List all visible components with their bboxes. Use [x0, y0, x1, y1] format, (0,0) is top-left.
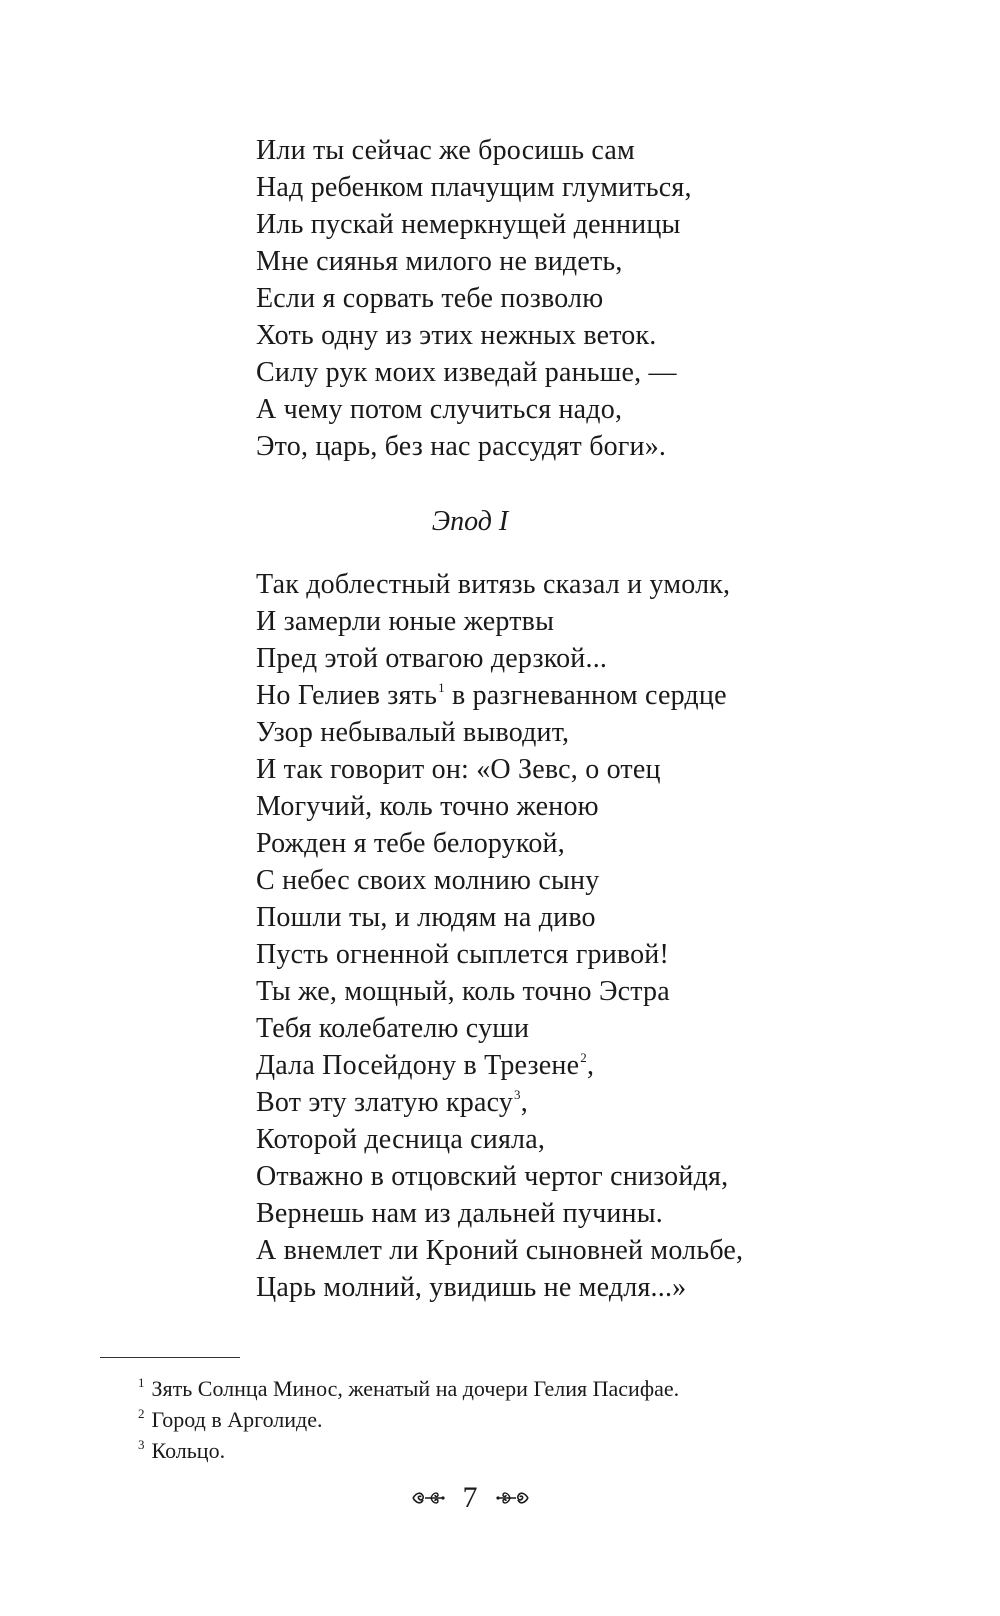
verse-text: , [520, 1087, 528, 1118]
verse-line: Ты же, мощный, коль точно Эстра [256, 976, 670, 1007]
verse-line [256, 1047, 896, 1084]
verse-line: Силу рук моих изведай раньше, — [256, 357, 677, 388]
verse-line: Узор небывалый выводит, [256, 717, 570, 748]
verse-line: Которой десница сияла, [256, 1124, 546, 1155]
verse-line: Это, царь, без нас рассудят боги». [256, 431, 667, 462]
verse-line: Пусть огненной сыплется гривой! [256, 939, 670, 970]
stanza-2 [256, 566, 896, 1306]
verse-text: , [586, 1050, 595, 1081]
page-folio [0, 1478, 940, 1518]
stanza-1 [256, 132, 896, 465]
verse-line: Рожден я тебе белорукой, [256, 828, 565, 859]
footnote: 1 Зять Солнца Минос, женатый на дочери Гелия Пасифае. [138, 1375, 680, 1401]
verse-line: Царь молний, увидишь не медля...» [256, 1272, 687, 1303]
footnote-text: Город в Арголиде. [151, 1407, 323, 1432]
verse-line: Над ребенком плачущим глумиться, [256, 172, 692, 203]
footnote-reference[interactable]: 2 [580, 1050, 587, 1065]
footnotes [138, 1373, 958, 1466]
section-heading: Эпод I [431, 506, 509, 537]
verse-line: И так говорит он: «О Зевс, о отец [256, 754, 661, 785]
verse-line: Пошли ты, и людям на диво [256, 902, 596, 933]
verse-line: С небес своих молнию сыну [256, 865, 600, 896]
verse-line: Отважно в отцовский чертог снизойдя, [256, 1161, 729, 1192]
verse-line: Тебя колебателю суши [256, 1013, 530, 1044]
verse-line [256, 677, 896, 714]
verse-line: Пред этой отвагою дерзкой... [256, 643, 608, 674]
floral-ornament-icon [411, 1488, 445, 1508]
verse-line: Хоть одну из этих нежных веток. [256, 320, 657, 351]
footnote-text: Зять Солнца Минос, женатый на дочери Гелия Пасифае. [151, 1376, 680, 1401]
footnote-divider [100, 1357, 240, 1358]
verse-line: И замерли юные жертвы [256, 606, 555, 637]
floral-ornament-icon [496, 1488, 530, 1508]
verse-line: Иль пускай немеркнущей денницы [256, 209, 681, 240]
verse-line: Так доблестный витязь сказал и умолк, [256, 569, 731, 600]
verse-text: Но Гелиев зять [256, 680, 438, 711]
footnote: 2 Город в Арголиде. [138, 1406, 323, 1432]
footnote-reference[interactable]: 3 [514, 1087, 521, 1102]
footnote-reference[interactable]: 1 [438, 680, 445, 695]
verse-line: Могучий, коль точно женою [256, 791, 599, 822]
footnote-text: Кольцо. [151, 1438, 226, 1463]
verse-text: Вот эту златую красу [256, 1087, 514, 1118]
verse-line: А чему потом случиться надо, [256, 394, 623, 425]
verse-line [256, 1084, 896, 1121]
verse-line: А внемлет ли Кроний сыновней мольбе, [256, 1235, 744, 1266]
page-number: 7 [462, 1481, 478, 1514]
verse-text: Дала Посейдону в Трезене [256, 1050, 580, 1081]
verse-text: в разгневанном сердце [444, 680, 727, 711]
verse-line: Мне сиянья милого не видеть, [256, 246, 623, 277]
verse-line: Вернешь нам из дальней пучины. [256, 1198, 663, 1229]
verse-line: Или ты сейчас же бросишь сам [256, 135, 635, 166]
verse-line: Если я сорвать тебе позволю [256, 283, 604, 314]
footnote: 3 Кольцо. [138, 1437, 226, 1463]
